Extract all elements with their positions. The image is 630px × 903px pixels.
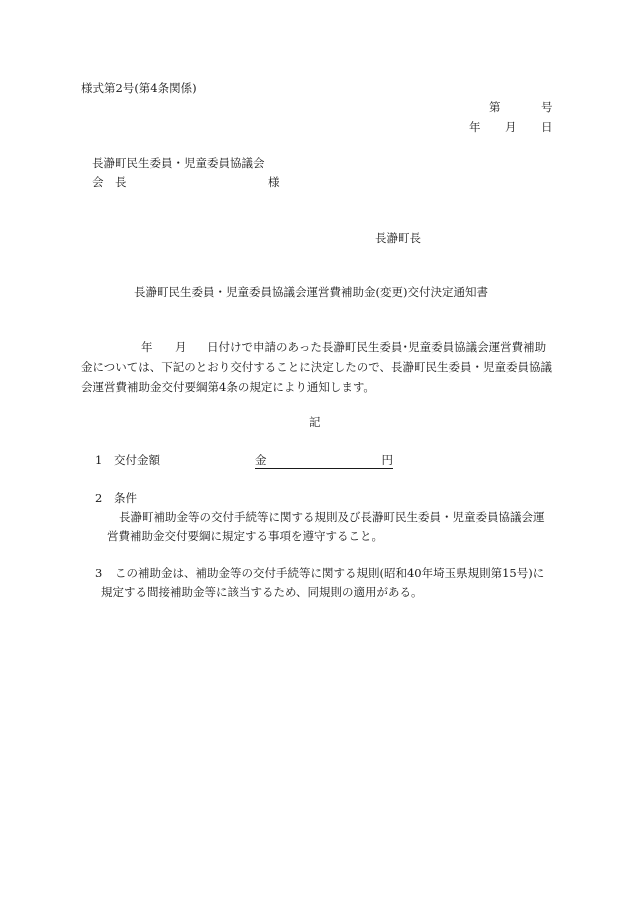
body-date-year: 年 [141, 340, 153, 354]
ki-heading: 記 [309, 415, 321, 429]
item-1-label: 交付金額 [114, 453, 160, 467]
item-3-line-2: 規定する間接補助金等に該当するため、同規則の適用がある。 [101, 585, 423, 599]
addressee-title: 会 長 [92, 175, 127, 189]
item-2-line-2: 営費補助金交付要綱に規定する事項を遵守すること。 [107, 529, 383, 543]
item-2-number: 2 [95, 491, 103, 505]
body-line-2: 金については、下記のとおり交付することに決定したので、長瀞町民生委員・児童委員協議 [81, 360, 553, 374]
number-dai: 第 [489, 100, 501, 114]
date-month: 月 [505, 120, 517, 134]
amount-field [255, 455, 393, 469]
date-day: 日 [541, 120, 553, 134]
date-year: 年 [469, 120, 481, 134]
addressee-organization: 長瀞町民生委員・児童委員協議会 [92, 156, 265, 170]
body-line-3: 会運営費補助金交付要綱第4条の規定により通知します。 [81, 380, 375, 394]
amount-unit: 円 [381, 453, 393, 467]
item-1-number: 1 [95, 453, 103, 467]
item-3-line-1: この補助金は、補助金等の交付手続等に関する規則(昭和40年埼玉県規則第15号)に [115, 566, 545, 580]
body-date-month: 月 [175, 340, 187, 354]
item-2-label: 条件 [114, 491, 137, 505]
document-title: 長瀞町民生委員・児童委員協議会運営費補助金(変更)交付決定通知書 [134, 285, 488, 299]
addressee-honorific: 様 [268, 175, 280, 189]
item-2-line-1: 長瀞町補助金等の交付手続等に関する規則及び長瀞町民生委員・児童委員協議会運 [119, 510, 545, 524]
amount-prefix: 金 [255, 453, 267, 467]
number-go: 号 [541, 100, 553, 114]
body-line-1: 日付けで申請のあった長瀞町民生委員･児童委員協議会運営費補助 [207, 340, 547, 354]
item-3-number: 3 [95, 566, 103, 580]
form-label: 様式第2号(第4条関係) [81, 81, 197, 95]
sender-name: 長瀞町長 [375, 231, 421, 245]
